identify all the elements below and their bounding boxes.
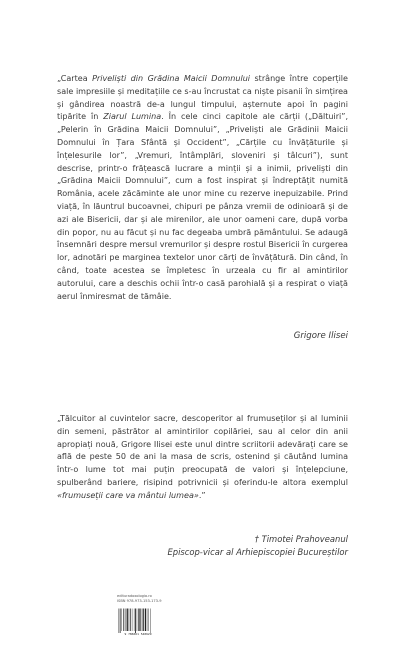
quote-text: .” bbox=[198, 490, 206, 500]
quote-text: strânge între coperțile sale impresiile și meditațiile ce s-au încrustat ca niște pisanii în simțirea și gândirea noastră de-a lungul timpului, așternute apoi în pagini tipărite în bbox=[57, 74, 348, 122]
quote-emphasis: «frumuseții care va mântui lumea» bbox=[57, 490, 199, 500]
quote-grigore-ilisei bbox=[57, 73, 348, 303]
barcode bbox=[117, 608, 159, 636]
barcode-bar bbox=[140, 609, 141, 632]
quote-text: „Cartea bbox=[57, 74, 93, 83]
barcode-bar bbox=[130, 609, 131, 632]
signature-grigore-ilisei: Grigore Ilisei bbox=[293, 331, 348, 341]
barcode-bar bbox=[135, 609, 136, 634]
signature-name: † Timotei Prahoveanul bbox=[254, 534, 348, 544]
barcode-bar bbox=[127, 609, 128, 632]
barcode-bar bbox=[138, 609, 139, 632]
barcode-bar bbox=[123, 609, 124, 632]
book-title: Priveliști din Grădina Maicii Domnului bbox=[92, 74, 251, 83]
isbn-text: ISBN 978-973-153-173-9 bbox=[117, 599, 162, 603]
newspaper-title: Ziarul Lumina bbox=[103, 112, 162, 122]
quote-timotei-prahoveanul bbox=[57, 413, 348, 503]
quote-text: „Tălcuitor al cuvintelor sacre, descoperitor al frumuseților și al luminii din semeni, păstrător al amintirilor copilăriei, sau al celor din anii apropiați nouă, Grigore Ilisei este unul dintre scriitorii adevărați care se află de peste 50 de ani la masa de scris, ostenind și căutând lumina într-o lume tot mai puțin preocupată de valori și înțelepciune, spulberând bariere, risipind potrivnicii și oferindu-le altora exemplul bbox=[57, 414, 348, 487]
barcode-bar bbox=[143, 609, 144, 632]
signature-role: Episcop-vicar al Arhiepiscopiei Bucureștilor bbox=[167, 546, 348, 557]
publisher-url: edituradoxologia.ro bbox=[117, 594, 152, 598]
barcode-bar bbox=[145, 609, 146, 632]
barcode-bar bbox=[120, 609, 121, 634]
quote-text: . În cele cinci capitole ale cărții („Dăltuiri”, „Pelerin în Grădina Maicii Domnului”, „Priveliști ale Grădinii Maicii Domnului în Țara Sfântă și Occident”, „Cărțile cu învățăturile și înțelesurile lor”, „Vremuri, întâmplări, sloveniri și tâlcuri”), sunt descrise, printr-o frățească lucrare a minții și a inimii, priveliști din „Grădina Maicii Domnului”, cum a fost inspirat și îndreptățit numită România, acele zăcăminte ale unor mine cu rezerve inepuizabile. Prind viață, în lăuntrul bucoavnei, chipuri pe pânza vremii de odinioară și de azi ale Bisericii, dar și ale mirenilor, ale unor oameni care, după vorba din popor, nu au făcut și nu fac degeaba umbră pământului. Se adaugă însemnări despre mersul vremurilor și despre rostul Bisericii în curgerea lor, adnotări pe marginea textelor unor cărți de învățătură. Din când, în când, toate acestea se împletesc în urzeala cu fir al amintirilor autorului, care a deschis ochii într-o casă parohială și a respirat o viață aerul înmiresmat de tămâie. bbox=[57, 112, 349, 301]
signature-block bbox=[167, 533, 348, 558]
publisher-info bbox=[117, 594, 162, 604]
barcode-digits: 9 786061 540629 bbox=[124, 632, 152, 636]
